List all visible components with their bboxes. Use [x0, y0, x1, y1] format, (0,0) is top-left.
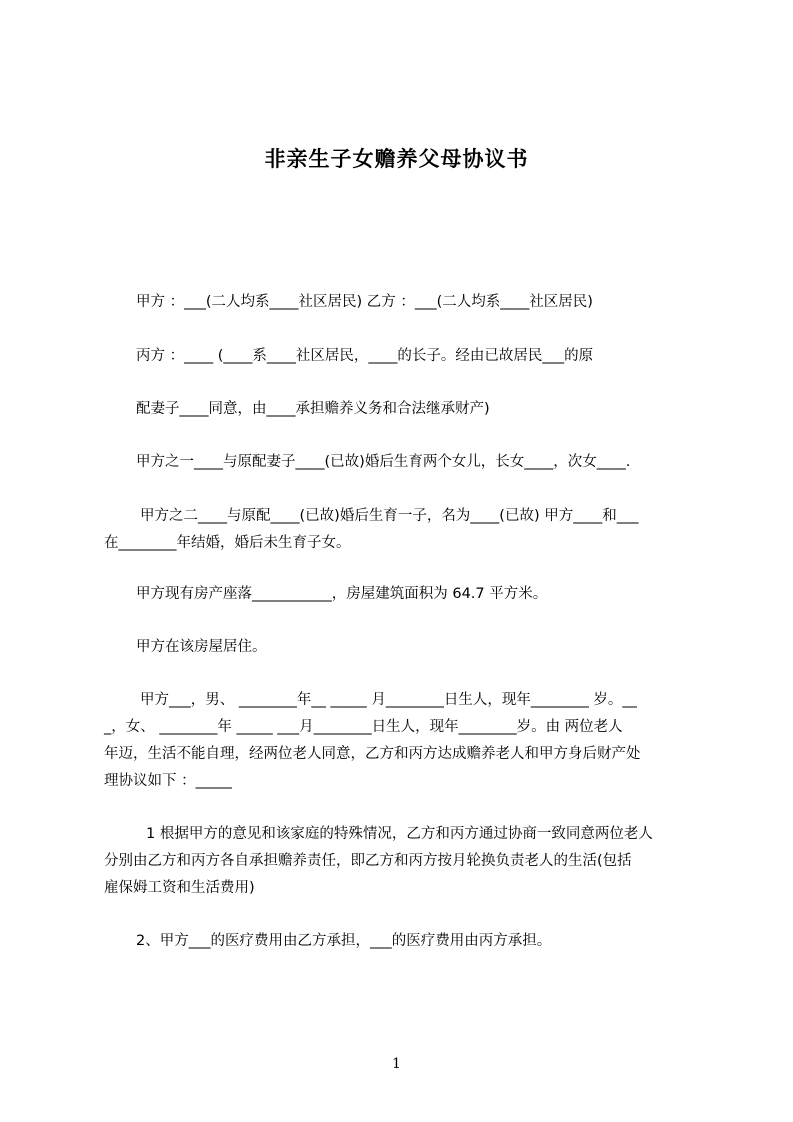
paragraph-line: 分别由乙方和丙方各自承担赡养责任，即乙方和丙方按月轮换负责老人的生活(包括: [104, 853, 632, 869]
paragraph-line: 甲方___，男、 ________年__ _____ 月________日生人，现年________ 岁。__: [140, 692, 637, 708]
document-title: 非亲生子女赡养父母协议书: [264, 147, 529, 171]
paragraph-line: 2、甲方___的医疗费用由乙方承担，___的医疗费用由丙方承担。: [136, 933, 552, 949]
paragraph-line: 年迈，生活不能自理，经两位老人同意，乙方和丙方达成赡养老人和甲方身后财产处: [104, 746, 641, 762]
paragraph-line: 甲方现有房产座落___________，房屋建筑面积为 64.7 平方米。: [136, 586, 548, 602]
paragraph-line: 理协议如下 ：_____: [104, 773, 232, 789]
paragraph-line: 1 根据甲方的意见和该家庭的特殊情况，乙方和丙方通过协商一致同意两位老人: [146, 826, 653, 842]
paragraph-line: 甲方在该房屋居住。: [136, 639, 267, 655]
paragraph-line: 甲方之二____与原配____(已故)婚后生育一子，名为____(已故) 甲方____和___: [140, 508, 639, 524]
page-number: 1: [392, 1056, 401, 1072]
paragraph-line: 甲方之一____与原配妻子____(已故)婚后生育两个女儿，长女____，次女____.: [136, 454, 631, 470]
paragraph-line: 雇保姆工资和生活费用): [104, 880, 255, 896]
paragraph-line: 配妻子____同意，由____承担赡养义务和合法继承财产): [136, 401, 490, 417]
paragraph-line: _，女、 ________年 _____ ___月________日生人，现年________岁。由 两位老人: [104, 719, 623, 735]
paragraph-line: 丙方 ：____ (____系____社区居民，____的长子。经由已故居民___的原: [136, 348, 594, 364]
paragraph-line: 甲方 ：___(二人均系____社区居民) 乙方 ：___(二人均系____社区居民): [136, 294, 593, 310]
paragraph-line: 在________年结婚，婚后未生育子女。: [104, 535, 351, 551]
